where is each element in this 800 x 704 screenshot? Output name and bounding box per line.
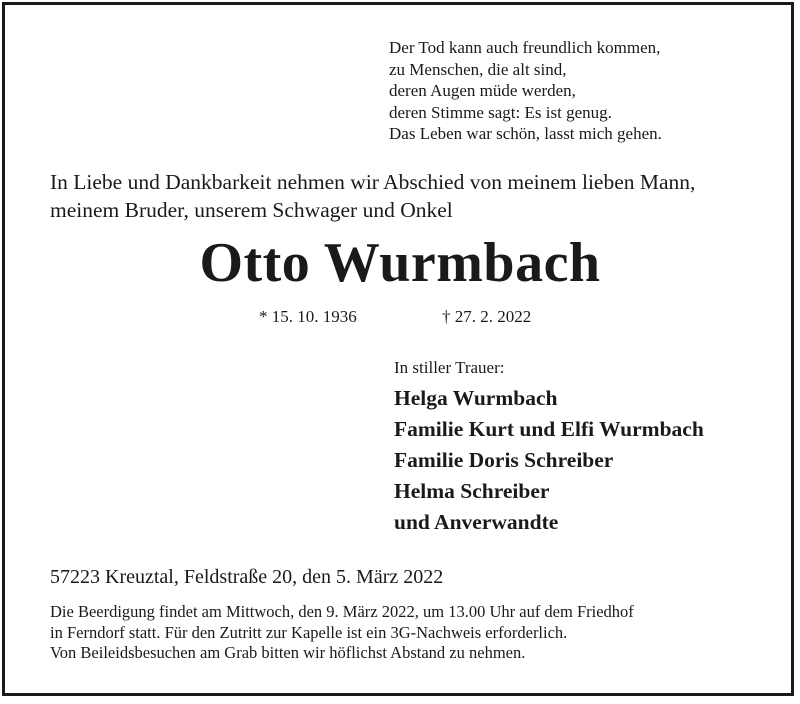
funeral-notice: [50, 602, 634, 664]
mourners-block: [394, 357, 704, 538]
poem: [389, 37, 662, 145]
intro-line: In Liebe und Dankbarkeit nehmen wir Abschied von meinem lieben Mann,: [50, 170, 696, 194]
mourner-name: Familie Kurt und Elfi Wurmbach: [394, 417, 704, 441]
poem-line: zu Menschen, die alt sind,: [389, 59, 567, 79]
poem-line: deren Stimme sagt: Es ist genug.: [389, 102, 612, 122]
mourner-name: und Anverwandte: [394, 510, 559, 534]
intro-text: [50, 168, 695, 224]
mourner-name: Helma Schreiber: [394, 479, 550, 503]
mourner-name: Helga Wurmbach: [394, 386, 558, 410]
death-date: † 27. 2. 2022: [442, 307, 532, 326]
deceased-name: Otto Wurmbach: [199, 232, 601, 294]
notice-line: Die Beerdigung findet am Mittwoch, den 9. März 2022, um 13.00 Uhr auf dem Friedhof: [50, 602, 634, 621]
intro-line: meinem Bruder, unserem Schwager und Onkel: [50, 198, 453, 222]
address-line: 57223 Kreuztal, Feldstraße 20, den 5. März 2022: [50, 566, 444, 588]
mourners-label: In stiller Trauer:: [394, 358, 505, 377]
notice-line: in Ferndorf statt. Für den Zutritt zur Kapelle ist ein 3G-Nachweis erforderlich.: [50, 622, 568, 642]
poem-line: deren Augen müde werden,: [389, 81, 576, 100]
poem-line: Der Tod kann auch freundlich kommen,: [389, 38, 661, 57]
notice-line: Von Beileidsbesuchen am Grab bitten wir höflichst Abstand zu nehmen.: [50, 643, 526, 662]
mourner-name: Familie Doris Schreiber: [394, 448, 614, 472]
birth-date: * 15. 10. 1936: [259, 307, 357, 326]
poem-line: Das Leben war schön, lasst mich gehen.: [389, 124, 662, 143]
